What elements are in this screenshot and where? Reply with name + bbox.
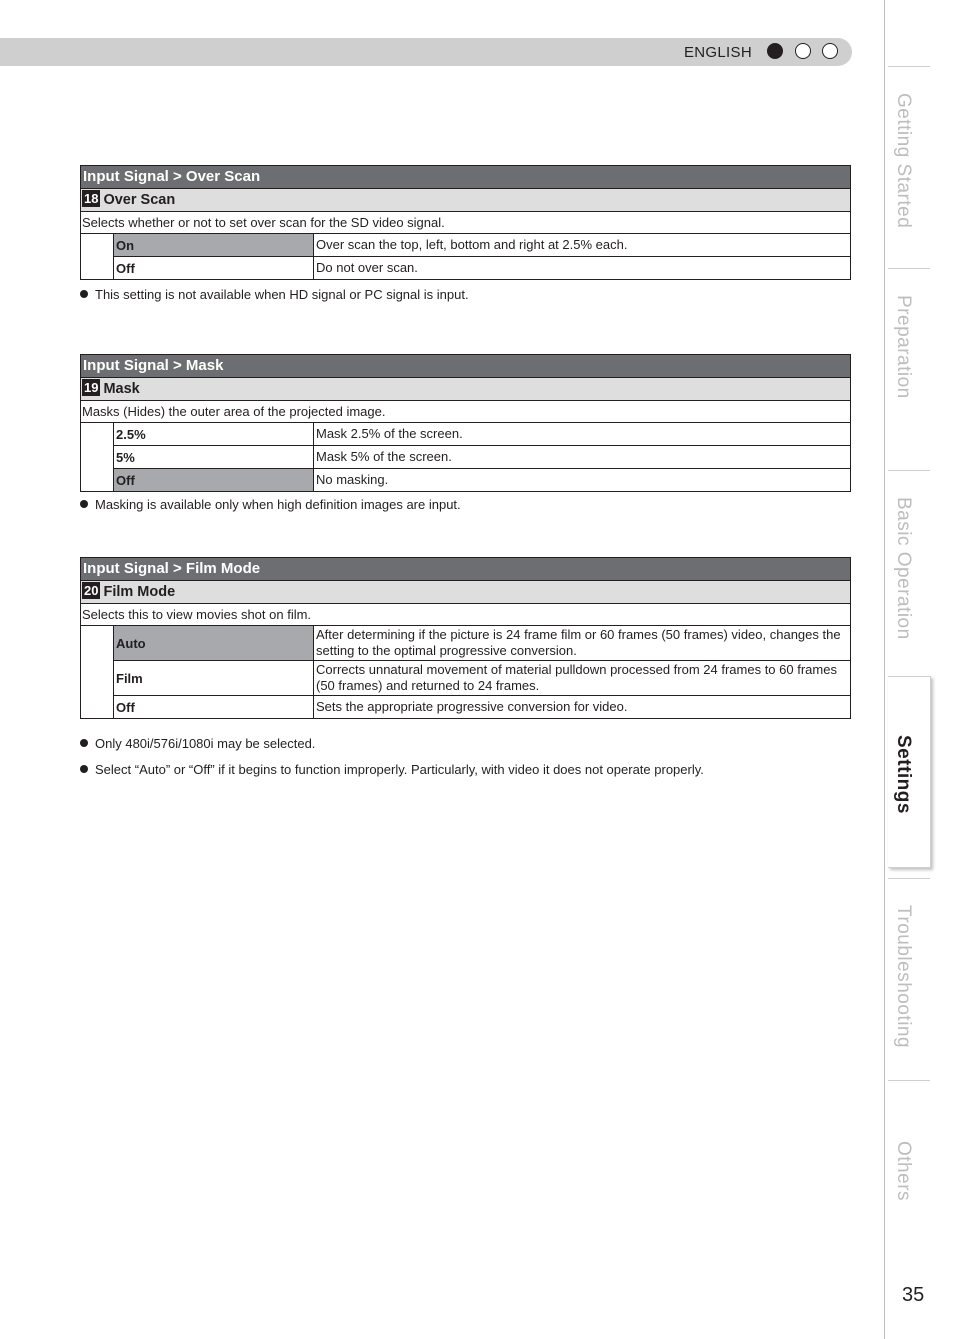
option-row: [114, 423, 850, 446]
tab-troubleshooting[interactable]: [888, 878, 930, 1079]
option-name: Auto: [114, 626, 314, 660]
option-description: Corrects unnatural movement of material pulldown processed from 24 frames to 60 frames (50 frames) and returned to 24 frames.: [316, 662, 837, 693]
option-row: [114, 696, 850, 718]
option-name: 5%: [114, 446, 314, 468]
page-number: 35: [902, 1284, 925, 1306]
bullet-icon: [80, 290, 88, 298]
option-description: Mask 5% of the screen.: [316, 449, 452, 464]
option-row: [114, 661, 850, 696]
item-number-badge: 18: [84, 191, 99, 206]
section-over-scan: [80, 165, 851, 280]
option-description: Sets the appropriate progressive conversion for video.: [316, 699, 628, 714]
section-title: [81, 378, 850, 401]
section-description: Selects this to view movies shot on film.: [81, 604, 850, 626]
options-table: [81, 234, 850, 279]
item-number-badge: 20: [84, 583, 99, 598]
language-indicator-empty-icon: [822, 43, 838, 59]
tab-preparation[interactable]: [888, 268, 930, 469]
section-film-mode: [80, 557, 851, 719]
option-name: 2.5%: [114, 423, 314, 445]
section-description: Selects whether or not to set over scan for the SD video signal.: [81, 212, 850, 234]
option-row: [114, 469, 850, 491]
option-row: [114, 446, 850, 469]
tab-others[interactable]: [888, 1080, 930, 1271]
option-row: [114, 257, 850, 279]
section-title: [81, 189, 850, 212]
note: Masking is available only when high definition images are input.: [80, 497, 461, 512]
item-title: Over Scan: [103, 192, 176, 208]
tab-basic-operation[interactable]: [888, 470, 930, 671]
item-title: Mask: [103, 381, 140, 397]
section-mask: [80, 354, 851, 492]
tab-label: Others: [893, 1141, 914, 1202]
note: Only 480i/576i/1080i may be selected.: [80, 736, 315, 751]
bullet-icon: [80, 765, 88, 773]
tab-settings[interactable]: [888, 676, 931, 868]
bullet-icon: [80, 500, 88, 508]
item-number-badge: 19: [84, 380, 99, 395]
option-name: On: [114, 234, 314, 256]
section-title: [81, 581, 850, 604]
option-description: Mask 2.5% of the screen.: [316, 426, 463, 441]
tab-label: Preparation: [893, 295, 914, 399]
tab-label: Getting Started: [893, 93, 914, 229]
section-description: Masks (Hides) the outer area of the projected image.: [81, 401, 850, 423]
option-name: Film: [114, 661, 314, 695]
note: Select “Auto” or “Off” if it begins to function improperly. Particularly, with video it does not operate properly.: [80, 762, 704, 777]
item-title: Film Mode: [103, 584, 176, 600]
option-name: Off: [114, 469, 314, 491]
section-header: Input Signal > Film Mode: [81, 558, 850, 581]
language-indicator-empty-icon: [795, 43, 811, 59]
tab-label: Basic Operation: [893, 497, 914, 640]
section-header: Input Signal > Over Scan: [81, 166, 850, 189]
tab-getting-started[interactable]: [888, 66, 930, 267]
option-description: No masking.: [316, 472, 389, 487]
option-row: [114, 626, 850, 661]
options-table: [81, 626, 850, 718]
option-description: Over scan the top, left, bottom and right at 2.5% each.: [316, 237, 628, 252]
option-name: Off: [114, 696, 314, 718]
language-label: ENGLISH: [684, 44, 752, 61]
option-row: [114, 234, 850, 257]
language-indicator-filled-icon: [767, 43, 783, 59]
tab-label: Troubleshooting: [893, 905, 914, 1049]
options-table: [81, 423, 850, 491]
option-description: Do not over scan.: [316, 260, 418, 275]
option-description: After determining if the picture is 24 frame film or 60 frames (50 frames) video, changes the setting to the optimal progressive conversion.: [316, 627, 841, 658]
tab-label: Settings: [893, 735, 914, 814]
bullet-icon: [80, 739, 88, 747]
note: This setting is not available when HD signal or PC signal is input.: [80, 287, 469, 302]
option-name: Off: [114, 257, 314, 279]
section-header: Input Signal > Mask: [81, 355, 850, 378]
